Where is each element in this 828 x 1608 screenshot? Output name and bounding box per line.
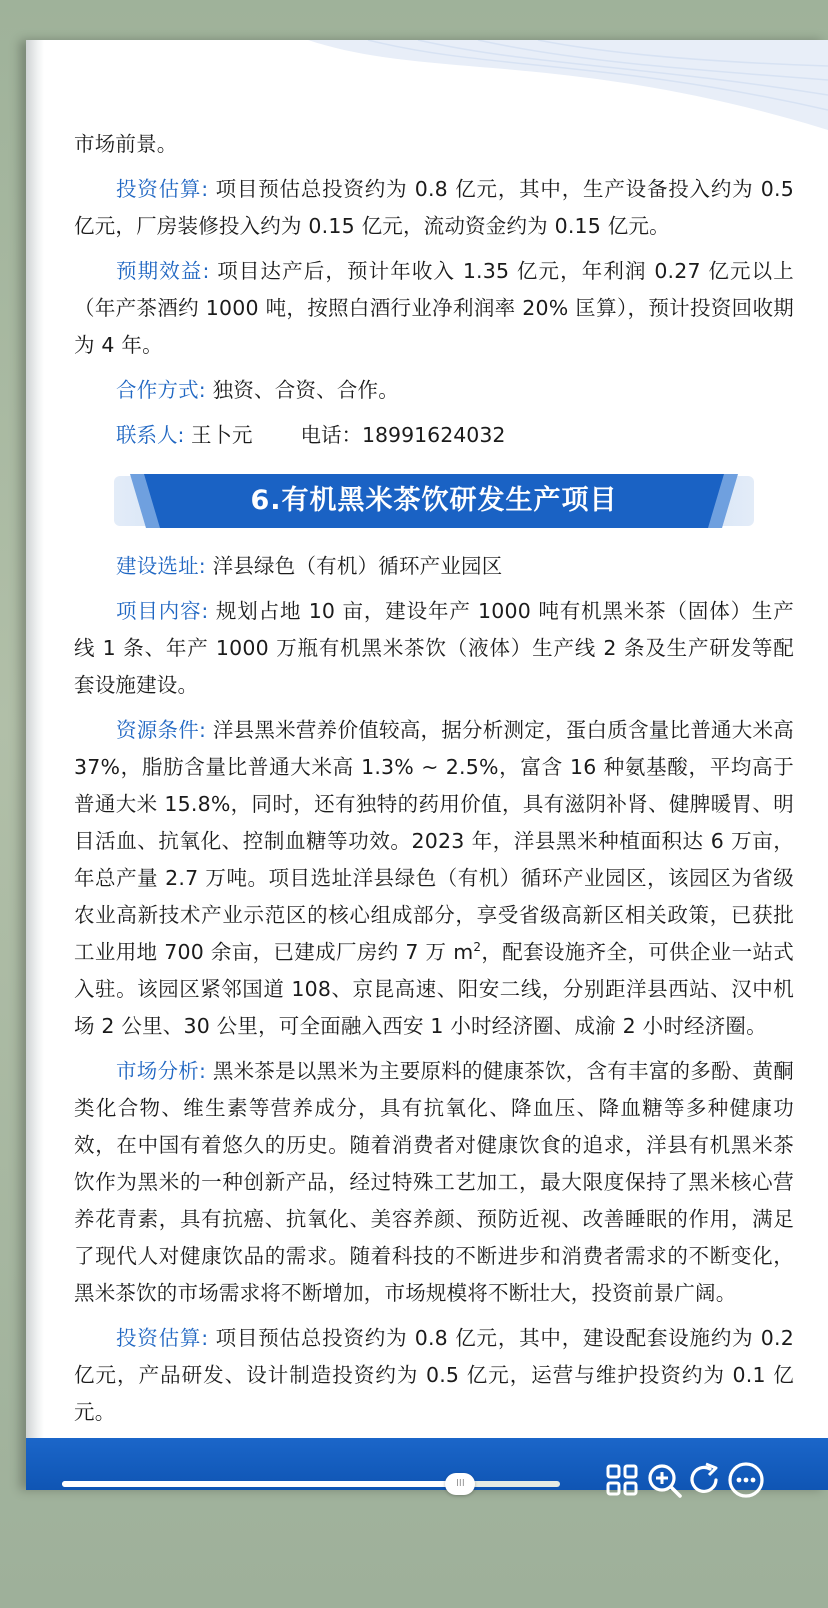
- phone-number: 18991624032: [361, 423, 506, 447]
- page-scrollbar[interactable]: [62, 1478, 560, 1489]
- label-site: 建设选址:: [116, 554, 206, 578]
- label-content: 项目内容:: [116, 599, 209, 623]
- section-title: 6.有机黑米茶饮研发生产项目: [250, 485, 618, 516]
- paragraph-resources: 资源条件: 洋县黑米营养价值较高，据分析测定，蛋白质含量比普通大米高 37%，脂肪含量比普通大米高 1.3% ~ 2.5%，富含 16 种氨基酸，平均高于普通大米 15.8%，同时，还有独特的药用价值，具有滋阴补肾、健脾暖胃、明目活血、抗氧化、控制血糖等功效。2023 年，洋县黑米种植面积达 6 万亩，年总产量 2.7 万吨。项目选址洋县绿色（有机）循环产业园区，该园区为省级农业高新技术产业示范区的核心组成部分，享受省级高新区相关政策，已获批工业用地 700 余亩，已建成厂房约 7 万 $m^2$，配套设施齐全，可供企业一站式入驻。该园区紧邻国道 108、京昆高速、阳安二线，分别距洋县西站、汉中机场 2 公里、30 公里，可全面融入西安 1 小时经济圈、成渝 2 小时经济圈。: [74, 718, 794, 1038]
- label-cooperation: 合作方式:: [116, 378, 206, 402]
- label-investment: 投资估算:: [116, 177, 209, 201]
- label-contact: 联系人:: [116, 423, 185, 447]
- label-resources: 资源条件:: [116, 718, 207, 742]
- label-benefit: 预期效益:: [116, 259, 210, 283]
- paragraph-market-outlook-end: 市场前景。: [74, 132, 178, 156]
- label-phone: 电话：: [300, 423, 362, 447]
- page-fold-shadow: [26, 40, 44, 1490]
- label-market: 市场分析:: [116, 1059, 207, 1083]
- label-investment-2: 投资估算:: [116, 1326, 209, 1350]
- document-page: [26, 40, 828, 1490]
- paragraph-investment-1: 投资估算: 项目预估总投资约为 0.8 亿元，其中，生产设备投入约为 0.5 亿元，厂房装修投入约为 0.15 亿元，流动资金约为 0.15 亿元。: [74, 177, 794, 238]
- paragraph-contact: [74, 417, 794, 454]
- scroll-thumb[interactable]: III: [445, 1473, 475, 1495]
- paragraph-investment-2: 投资估算: 项目预估总投资约为 0.8 亿元，其中，建设配套设施约为 0.2 亿元，产品研发、设计制造投资约为 0.5 亿元，运营与维护投资约为 0.1 亿元。: [74, 1326, 794, 1424]
- document-body: [74, 126, 794, 1484]
- paragraph-market: 市场分析: 黑米茶是以黑米为主要原料的健康茶饮，含有丰富的多酚、黄酮类化合物、维生素等营养成分，具有抗氧化、降血压、降血糖等多种健康功效，在中国有着悠久的历史。随着消费者对健康饮食的追求，洋县有机黑米茶饮作为黑米的一种创新产品，经过特殊工艺加工，最大限度保持了黑米核心营养花青素，具有抗癌、抗氧化、美容养颜、预防近视、改善睡眠的作用，满足了现代人对健康饮品的需求。随着科技的不断进步和消费者需求的不断变化，黑米茶饮的市场需求将不断增加，市场规模将不断壮大，投资前景广阔。: [74, 1059, 794, 1305]
- contact-name: 王卜元: [184, 423, 253, 447]
- paragraph-cooperation: 合作方式: 独资、合资、合作。: [116, 378, 399, 402]
- rotate-icon[interactable]: [686, 1458, 726, 1502]
- section-banner: [74, 472, 794, 530]
- scroll-progress: [62, 1481, 460, 1487]
- paragraph-site: 建设选址: 洋县绿色（有机）循环产业园区: [116, 554, 503, 578]
- more-icon[interactable]: [726, 1458, 766, 1502]
- superscript-2: 2: [473, 940, 482, 955]
- zoom-in-icon[interactable]: [644, 1458, 684, 1502]
- paragraph-content: 项目内容: 规划占地 10 亩，建设年产 1000 吨有机黑米茶（固体）生产线 1 条、年产 1000 万瓶有机黑米茶饮（液体）生产线 2 条及生产研发等配套设施建设。: [74, 599, 794, 697]
- grid-icon[interactable]: [604, 1458, 644, 1502]
- paragraph-benefit-1: 预期效益: 项目达产后，预计年收入 1.35 亿元，年利润 0.27 亿元以上（年产茶酒约 1000 吨，按照白酒行业净利润率 20% 匡算），预计投资回收期为 4 年。: [74, 259, 794, 357]
